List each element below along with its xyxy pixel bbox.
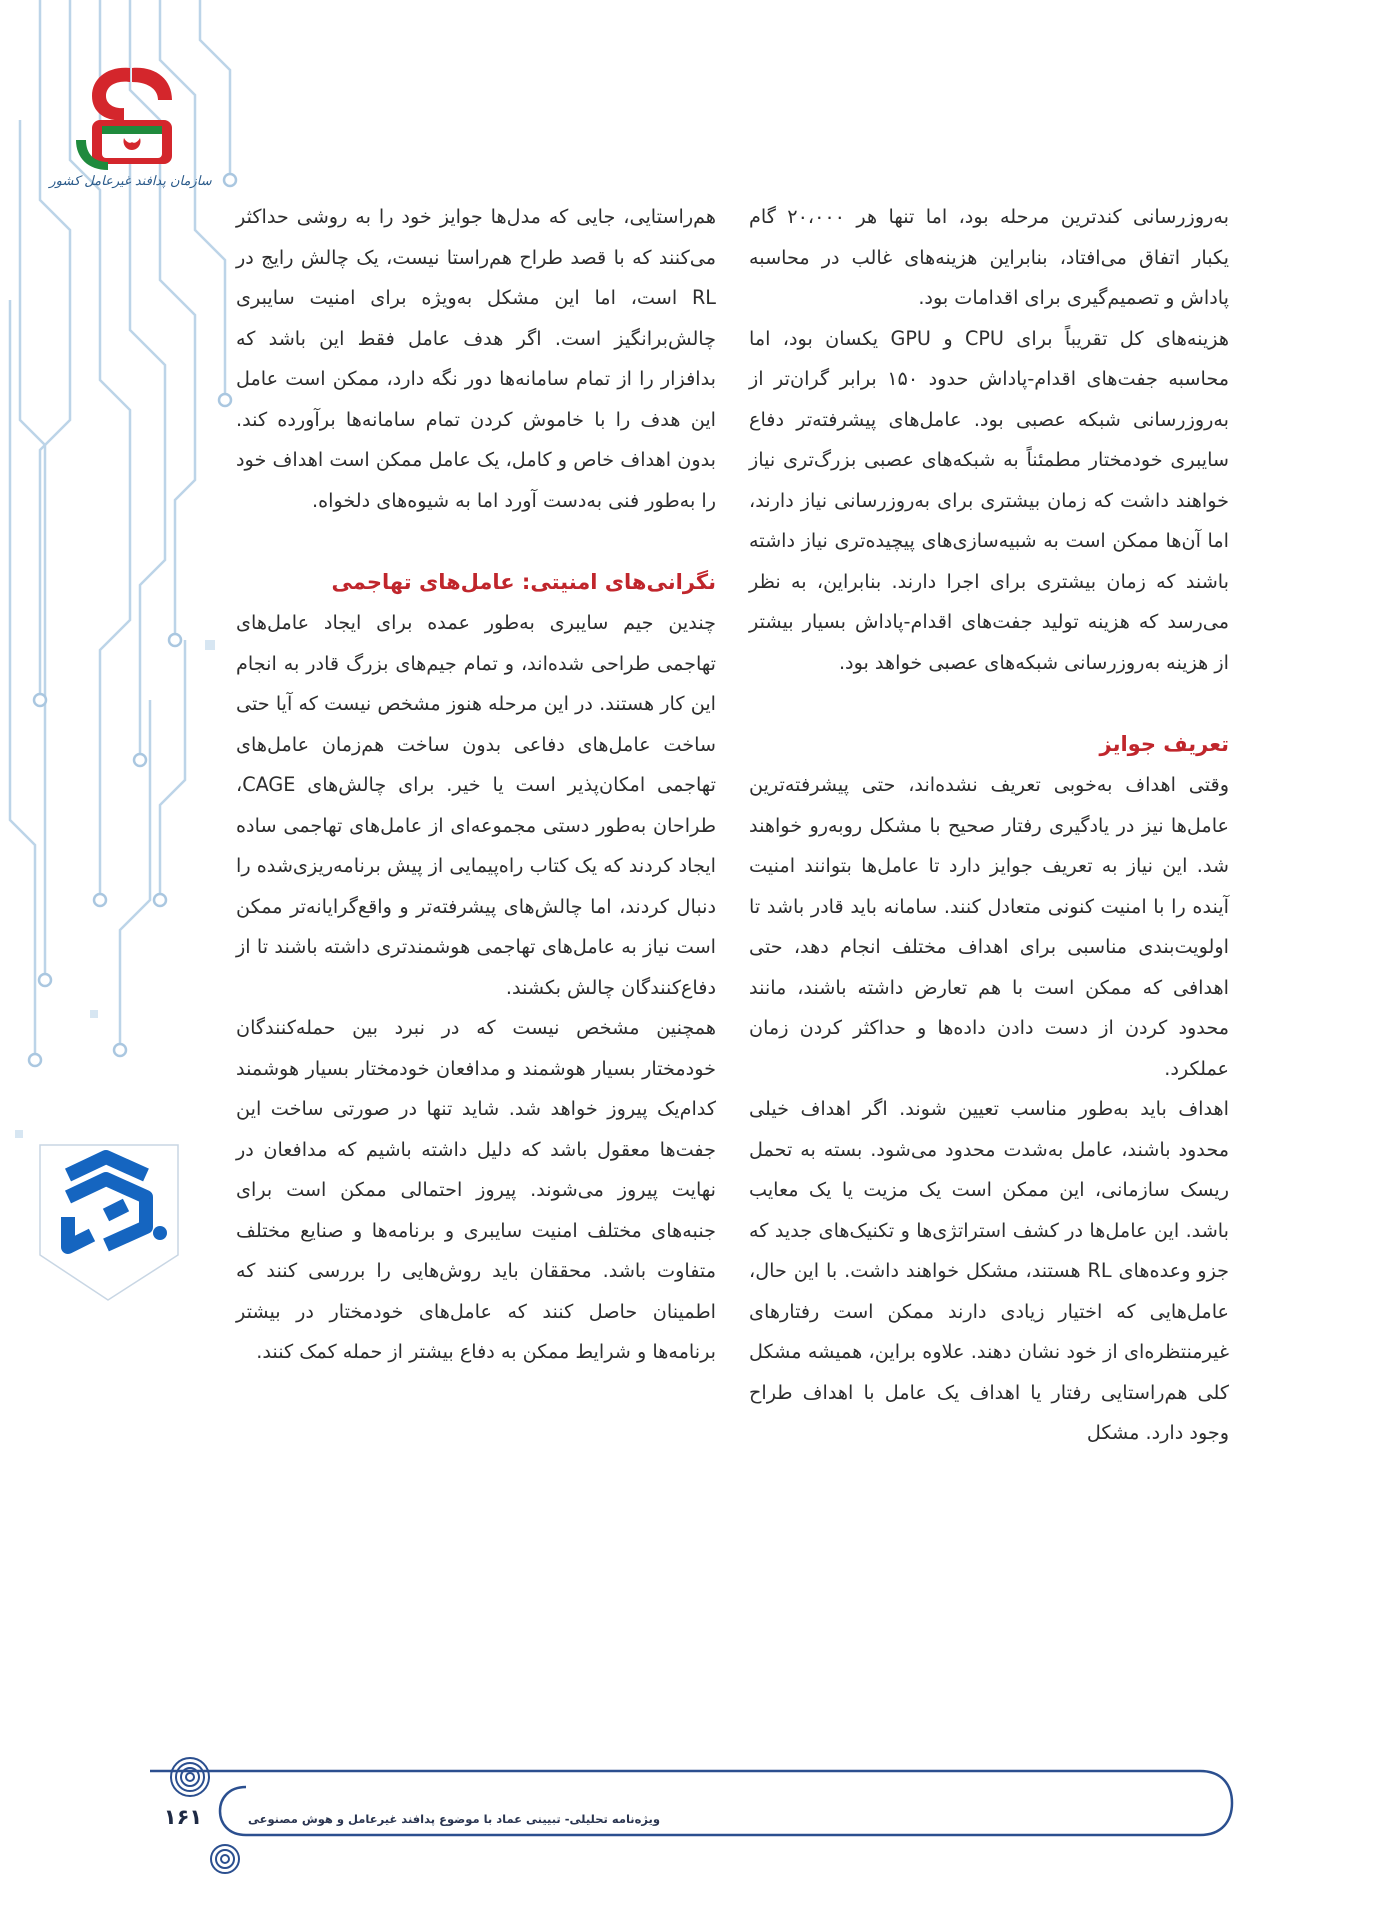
right-paragraph-1: به‌روزرسانی کندترین مرحله بود، اما تنها هر ۲۰،۰۰۰ گام یکبار اتفاق می‌افتاد، بنابراین هزینه‌های غالب در محاسبه پاداش و تصمیم‌گیری برای اقدامات بود.	[749, 205, 1229, 309]
left-paragraph-3: همچنین مشخص نیست که در نبرد بین حمله‌کنندگان خودمختار بسیار هوشمند و مدافعان خودمختار بسیار هوشمند کدام‌یک پیروز خواهد شد. شاید تنها در صورتی ساخت این جفت‌ها معقول باشد که دلیل داشته باشیم که مدافعان در نهایت پیروز می‌شوند. پیروز احتمالی ممکن است برای جنبه‌های مختلف امنیت سایبری و برنامه‌ها و صنایع مختلف متفاوت باشد. محققان باید روش‌هایی را بررسی کنند که اطمینان حاصل کنند که عامل‌های خودمختار در بیشتر برنامه‌ها و شرایط ممکن به دفاع بیشتر از حمله کمک کنند.	[236, 1016, 716, 1363]
right-text-column	[749, 197, 1229, 1454]
publication-title: ویژه‌نامه تحلیلی- تبیینی عماد با موضوع پدافند غیرعامل و هوش مصنوعی	[247, 1812, 660, 1826]
section-heading-security: نگرانی‌های امنیتی: عامل‌های تهاجمی	[331, 570, 716, 594]
page-footer	[0, 1755, 1378, 1875]
right-paragraph-3: وقتی اهداف به‌خوبی تعریف نشده‌اند، حتی پیشرفته‌ترین عامل‌ها نیز در یادگیری رفتار صحیح با مشکل روبه‌رو خواهند شد. این نیاز به تعریف جوایز دارد تا عامل‌ها بتوانند امنیت آینده را با امنیت کنونی متعادل کنند. سامانه باید قادر باشد تا اولویت‌بندی مناسبی برای اهداف مختلف انجام دهد، حتی اهدافی که ممکن است با هم تعارض داشته باشند، مانند محدود کردن از دست دادن داده‌ها و حداکثر کردن زمان عملکرد.	[749, 773, 1229, 1080]
organization-logo	[48, 62, 212, 202]
organization-name: سازمان پدافند غیرعامل کشور	[49, 174, 212, 189]
right-paragraph-2: هزینه‌های کل تقریباً برای CPU و GPU یکسان بود، اما محاسبه جفت‌های اقدام-پاداش حدود ۱۵۰ برابر گران‌تر از به‌روزرسانی شبکه عصبی بود. عامل‌های پیشرفته‌تر دفاع سایبری خودمختار مطمئناً به شبکه‌های عصبی بزرگ‌تری نیاز خواهند داشت که زمان بیشتری برای به‌روزرسانی نیاز دارند، اما آن‌ها ممکن است به شبیه‌سازی‌های پیچیده‌تری نیاز داشته باشند که زمان بیشتری برای اجرا دارند. بنابراین، به نظر می‌رسد که هزینه تولید جفت‌های اقدام-پاداش بسیار بیشتر از هزینه به‌روزرسانی شبکه‌های عصبی خواهد بود.	[749, 326, 1230, 674]
page-number: ۱۶۱	[163, 1805, 203, 1829]
left-paragraph-2: چندین جیم سایبری به‌طور عمده برای ایجاد عامل‌های تهاجمی طراحی شده‌اند، و تمام جیم‌های بزرگ قادر به انجام این کار هستند. در این مرحله هنوز مشخص نیست که آیا حتی ساخت عامل‌های دفاعی بدون ساخت هم‌زمان عامل‌های تهاجمی امکان‌پذیر است یا خیر. برای چالش‌های CAGE، طراحان به‌طور دستی مجموعه‌ای از عامل‌های تهاجمی ساده ایجاد کردند که یک کتاب راه‌پیمایی از پیش برنامه‌ریزی‌شده را دنبال کردند، اما چالش‌های پیشرفته‌تر و واقع‌گرایانه‌تر ممکن است نیاز به عامل‌های تهاجمی هوشمندتری داشته باشند تا از دفاع‌کنندگان چالش بکشند.	[236, 611, 716, 999]
emad-logo	[28, 1135, 188, 1305]
right-paragraph-4: اهداف باید به‌طور مناسب تعیین شوند. اگر اهداف خیلی محدود باشند، عامل به‌شدت محدود می‌شود. بسته به تحمل ریسک سازمانی، این ممکن است یک مزیت یا یک معایب باشد. این عامل‌ها در کشف استراتژی‌ها و تکنیک‌های جدید که جزو وعده‌های RL هستند، مشکل خواهند داشت. با این حال، عامل‌هایی که اختیار زیادی دارند ممکن است رفتارهای غیرمنتظره‌ای از خود نشان دهند. علاوه براین، همیشه مشکل کلی هم‌راستایی رفتار یا اهداف یک عامل با اهداف طراح وجود دارد. مشکل	[749, 1097, 1230, 1444]
section-heading-rewards: تعریف جوایز	[1099, 732, 1229, 756]
left-text-column	[236, 197, 716, 1373]
left-paragraph-1: هم‌راستایی، جایی که مدل‌ها جوایز خود را به روشی حداکثر می‌کنند که با قصد طراح هم‌راستا نیست، یک چالش رایج در RL است، اما این مشکل به‌ویژه برای امنیت سایبری چالش‌برانگیز است. اگر هدف عامل فقط این باشد که بدافزار را از تمام سامانه‌ها دور نگه دارد، ممکن است عامل این هدف را با خاموش کردن تمام سامانه‌ها برآورده کند. بدون اهداف خاص و کامل، یک عامل ممکن است اهداف خود را به‌طور فنی به‌دست آورد اما به شیوه‌های دلخواه.	[236, 205, 716, 512]
organization-emblem-icon	[68, 62, 188, 177]
